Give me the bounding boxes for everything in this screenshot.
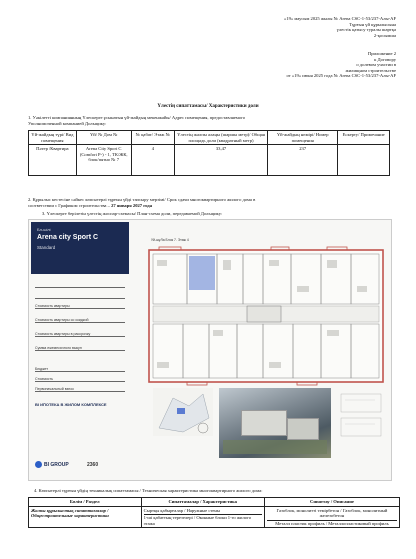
cell-area: 33,47 bbox=[175, 145, 268, 176]
cell-characteristics bbox=[141, 506, 264, 528]
th-house: Үй/ № Дом № bbox=[76, 131, 131, 145]
plan-caption: Уй-шуЛа Блок 7. Этаж 4 bbox=[151, 238, 189, 242]
th-note: Ескерту/ Примечание bbox=[338, 131, 390, 145]
contract-header-kz bbox=[150, 16, 396, 38]
section1-line2: Уполномоченной компанией Дольщику: bbox=[28, 120, 107, 126]
label-apartment-price: Стоимость квартиры bbox=[35, 304, 125, 309]
th-number: Үй-жайдың нөмірі/ Номер помещения bbox=[268, 131, 338, 145]
th-floor: № қабат/ Этаж № bbox=[131, 131, 174, 145]
table-row bbox=[29, 145, 390, 176]
render-greenery bbox=[223, 440, 327, 454]
section-title: Үлестің сипаттамасы/ Характеристики доли bbox=[157, 104, 259, 109]
section1-line1: 1. Уәкілетті компаниянның Үлескерге ұсынатын үй-жайдың мекенжайы/ Адрес помещения, предоставляемого bbox=[28, 115, 246, 120]
appendix-line4: от «19» июня 2025 года № Arena CSC-1-53/237-Алы-AF bbox=[286, 73, 396, 79]
desc-outer-walls: Газоблок, монолитті темірбетон / Газоблок, монолитный железобетон bbox=[276, 507, 388, 519]
contract-ref-kz: «19» маусым 2025 жылы № Arena CSC-1-53/237-Алы-AF bbox=[284, 16, 396, 21]
cell-section-general: Жалпы құрылыстық сипаттамалар / Общестроительные характеристики bbox=[29, 506, 142, 528]
section2-line2-prefix: соответствии с Графиком строительства – bbox=[28, 202, 112, 208]
label-cost: Стоимость bbox=[35, 377, 125, 382]
cell-floor: 4 bbox=[131, 145, 174, 176]
section3-line: 3. Үлескерге берілетін үлестің жоспар-схемасы/ План-схема доли, передаваемой Дольщику: bbox=[42, 211, 223, 216]
appendix-line2: о долевом участии в bbox=[356, 62, 396, 68]
stair-core bbox=[247, 306, 281, 322]
mortgage-title: BI ИПОТЕКА В ЖИЛОМ КОМПЛЕКСЕ bbox=[35, 402, 107, 407]
th-section: Бөлім / Раздел bbox=[29, 498, 142, 507]
label-blank1 bbox=[35, 282, 125, 288]
selected-apartment-highlight bbox=[189, 256, 215, 290]
apartment-table bbox=[28, 130, 390, 176]
cell-descriptions bbox=[264, 506, 399, 528]
site-plan-map bbox=[153, 388, 213, 436]
project-class: Standard bbox=[37, 245, 56, 250]
cell-house: Arena City Sport C (Comfort P-) - 1, ТК/ЖК, блок/пятно № 7 bbox=[76, 145, 131, 176]
tech-table-header bbox=[29, 498, 400, 507]
bi-logo-mark-icon bbox=[35, 461, 42, 468]
project-banner bbox=[31, 222, 129, 274]
tech-spec-table bbox=[28, 497, 400, 528]
char-outer-walls: Сыртқы қабырғалар / Наружные стены bbox=[143, 507, 220, 513]
floor-plan bbox=[143, 246, 389, 386]
section2-line2 bbox=[28, 203, 400, 209]
label-discount-price: Стоимость квартиры со скидкой bbox=[35, 318, 125, 323]
price-labels bbox=[35, 282, 125, 407]
cell-note bbox=[338, 145, 390, 176]
section1-text bbox=[28, 115, 398, 126]
bi-group-logo bbox=[35, 461, 69, 468]
th-type: Үй-жайдың түрі/ Вид помещения bbox=[29, 131, 77, 145]
render-building-2 bbox=[287, 418, 319, 440]
th-description: Сипаттау / Описание bbox=[264, 498, 399, 507]
cell-number: 237 bbox=[268, 145, 338, 176]
table-row bbox=[29, 506, 400, 528]
site-highlight bbox=[177, 408, 185, 414]
label-monthly-payment: Сумма ежемесячного выкуп bbox=[35, 346, 125, 351]
label-blank2 bbox=[35, 293, 125, 299]
appendix-line1: к Договору bbox=[374, 56, 396, 62]
render-building bbox=[241, 410, 287, 436]
char-first-floor-windows: 1-ші қабаттың терезелері / Оконные блоки 1-го жилого этажа bbox=[144, 514, 262, 526]
contract-sub1: Тұрғын үй құрылысына bbox=[349, 21, 396, 27]
plan-card bbox=[28, 219, 392, 481]
appendix-line3: жилищном строительстве bbox=[345, 67, 396, 73]
label-budget: Бюджет bbox=[35, 367, 125, 372]
brand-small: Бл-шілі bbox=[37, 227, 51, 232]
appendix-title: Приложение 2 bbox=[367, 51, 396, 56]
th-area: Үлестің жалпы алаңы (шаршы метр)/ Общая площадь доли (квадратный метр) bbox=[175, 131, 268, 145]
bi-group-text: BI GROUP bbox=[44, 461, 69, 468]
desc-windows: Металл пластик профиль / Металлопластиковый профиль bbox=[267, 520, 397, 527]
legend-stamps bbox=[337, 388, 387, 458]
section2-line1: 2. Құрылыс кестесіне сәйкес көппәтерлі тұрғын үйді тапсыру мерзімі/ Срок сдачи многоквартирного жилого дома в bbox=[28, 197, 256, 202]
cell-type: Пәтер /Квартира bbox=[29, 145, 77, 176]
aerial-render-image bbox=[219, 388, 331, 458]
appendix-header-ru bbox=[150, 51, 396, 79]
section2 bbox=[28, 197, 400, 208]
label-down-payment: Первоначальный взнос bbox=[35, 387, 125, 392]
contract-sub2: үлестік қатысу туралы шартқа bbox=[336, 27, 396, 33]
label-installment-price: Стоимость квартиры в рассрочку bbox=[35, 332, 125, 337]
contract-sub3: 2-қосымша bbox=[373, 32, 396, 38]
handover-date: 27 января 2027 года bbox=[111, 202, 153, 208]
apartment-table-header bbox=[29, 131, 390, 145]
logo-2360: 2360 bbox=[87, 462, 99, 468]
section4-line: 4. Көппәтерлі тұрғын үйдің техникалық сипаттамасы:/ Техническая характеристика многоквартирного жилого дома: bbox=[34, 488, 263, 493]
project-name: Arena city Sport C bbox=[37, 234, 99, 241]
th-characteristic: Сипаттамалар / Характеристика bbox=[141, 498, 264, 507]
